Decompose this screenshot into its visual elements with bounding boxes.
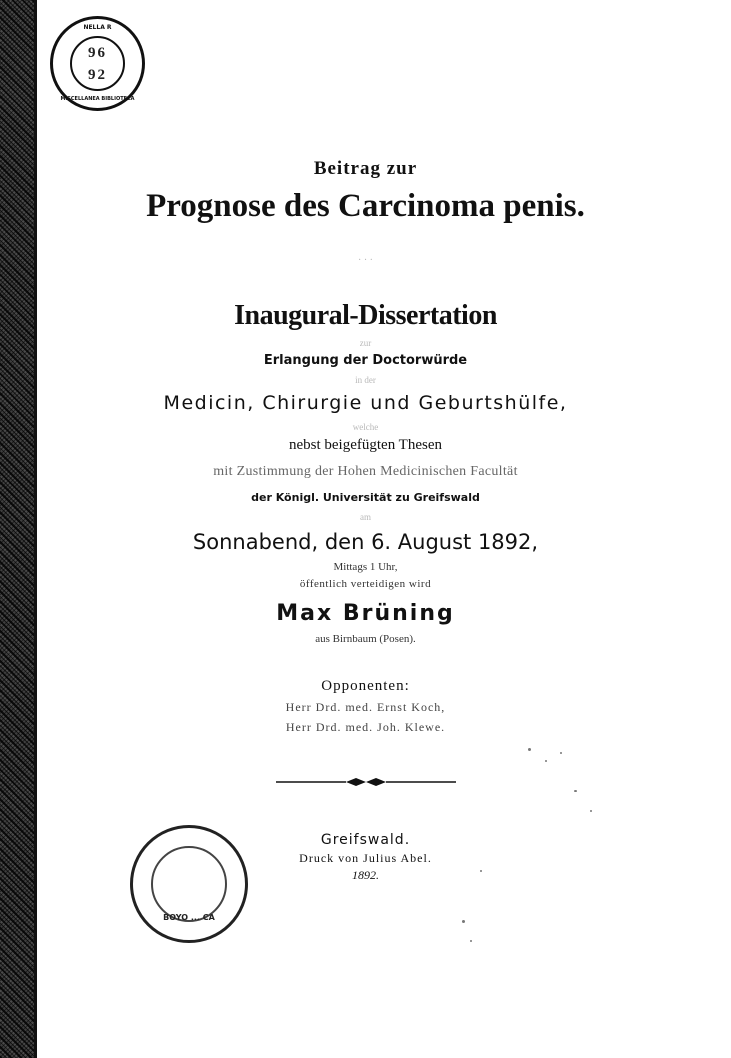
paper-speck	[480, 870, 482, 872]
pre-title: Beitrag zur	[313, 158, 418, 179]
text-theses: nebst beigefügten Thesen	[288, 437, 442, 453]
separator-dots: · · ·	[358, 255, 373, 266]
paper-speck	[462, 920, 465, 923]
ornament-rule	[0, 775, 731, 789]
paper-speck	[574, 790, 577, 792]
text-welche: welche	[352, 422, 379, 432]
paper-speck	[470, 940, 472, 942]
opponent-second: Herr Drd. med. Joh. Klewe.	[285, 720, 446, 734]
library-stamp-bottom-inner-ring	[151, 846, 227, 922]
ornament-rule-graphic	[276, 775, 456, 789]
paper-speck	[560, 752, 562, 754]
text-defend: öffentlich verteidigen wird	[299, 578, 432, 590]
text-faculties: Medicin, Chirurgie und Geburtshülfe,	[163, 392, 568, 414]
opponent-first: Herr Drd. med. Ernst Koch,	[285, 700, 446, 714]
library-stamp-bottom	[130, 825, 248, 943]
text-university: der Königl. Universität zu Greifswald	[251, 491, 480, 504]
imprint-city: Greifswald.	[320, 832, 411, 848]
author-origin: aus Birnbaum (Posen).	[315, 633, 416, 645]
stamp-center-top: 96	[88, 45, 107, 61]
stamp-bottom-ring-text: BOYO ... CA	[163, 913, 215, 922]
stamp-ring-text: MISCELLANEA BIBLIOTECA	[60, 96, 135, 102]
text-zur: zur	[359, 338, 372, 348]
text-erlangung: Erlangung der Doctorwürde	[263, 353, 468, 368]
text-in-der: in der	[355, 375, 376, 385]
author-name: Max Brüning	[276, 601, 455, 626]
text-am: am	[360, 512, 371, 522]
dissertation-heading: Inaugural-Dissertation	[234, 300, 497, 331]
paper-speck	[590, 810, 592, 812]
library-stamp-top	[50, 16, 145, 111]
stamp-center-bottom: 92	[88, 67, 107, 83]
paper-speck	[528, 748, 531, 751]
opponents-heading: Opponenten:	[321, 678, 410, 694]
paper-speck	[545, 760, 547, 762]
text-time: Mittags 1 Uhr,	[333, 561, 398, 573]
main-title: Prognose des Carcinoma penis.	[146, 188, 585, 224]
imprint-year: 1892.	[352, 868, 379, 882]
stamp-ring-top-text: NELLA R	[83, 24, 112, 31]
text-consent: mit Zustimmung der Hohen Medicinischen Facultät	[213, 464, 518, 479]
text-date: Sonnabend, den 6. August 1892,	[192, 530, 539, 554]
imprint-printer: Druck von Julius Abel.	[299, 851, 432, 865]
